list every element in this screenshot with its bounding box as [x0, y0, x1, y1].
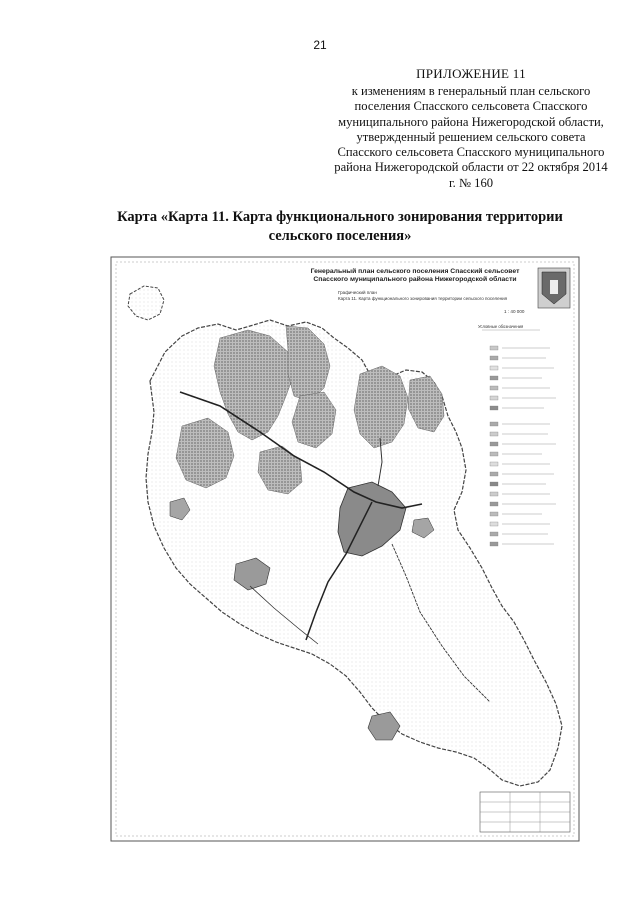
appendix-title: ПРИЛОЖЕНИЕ 11: [416, 66, 526, 81]
map-title: Генеральный план сельского поселения Спасский сельсовет Спасского муниципального района Нижегородской области: [310, 268, 520, 283]
coat-of-arms: [538, 268, 570, 308]
map-heading: Карта «Карта 11. Карта функционального зонирования территории сельского поселения»: [117, 209, 563, 244]
map-drawing: [110, 256, 580, 842]
map-figure: [110, 256, 580, 842]
map-legend-title: Условные обозначения: [478, 324, 524, 329]
map-subtitle: [338, 290, 528, 302]
stamp-block: [480, 792, 570, 832]
page-number: 21: [313, 38, 327, 52]
map-scale: 1 : 40 000: [504, 309, 525, 314]
appendix-description: к изменениям в генеральный план сельского поселения Спасского сельсовета Спасского муниципального района Нижегородской области, утвержденный решением сельского совета Спасского сельсовета Спасского муниципального района Нижегородской области от 22 октября 2014 г. № 160: [334, 84, 608, 190]
map-subtitle-line1: Графический план: [338, 290, 377, 295]
map-subtitle-line2: Карта 11. Карта функционального зонирования территории сельского поселения: [338, 296, 508, 301]
